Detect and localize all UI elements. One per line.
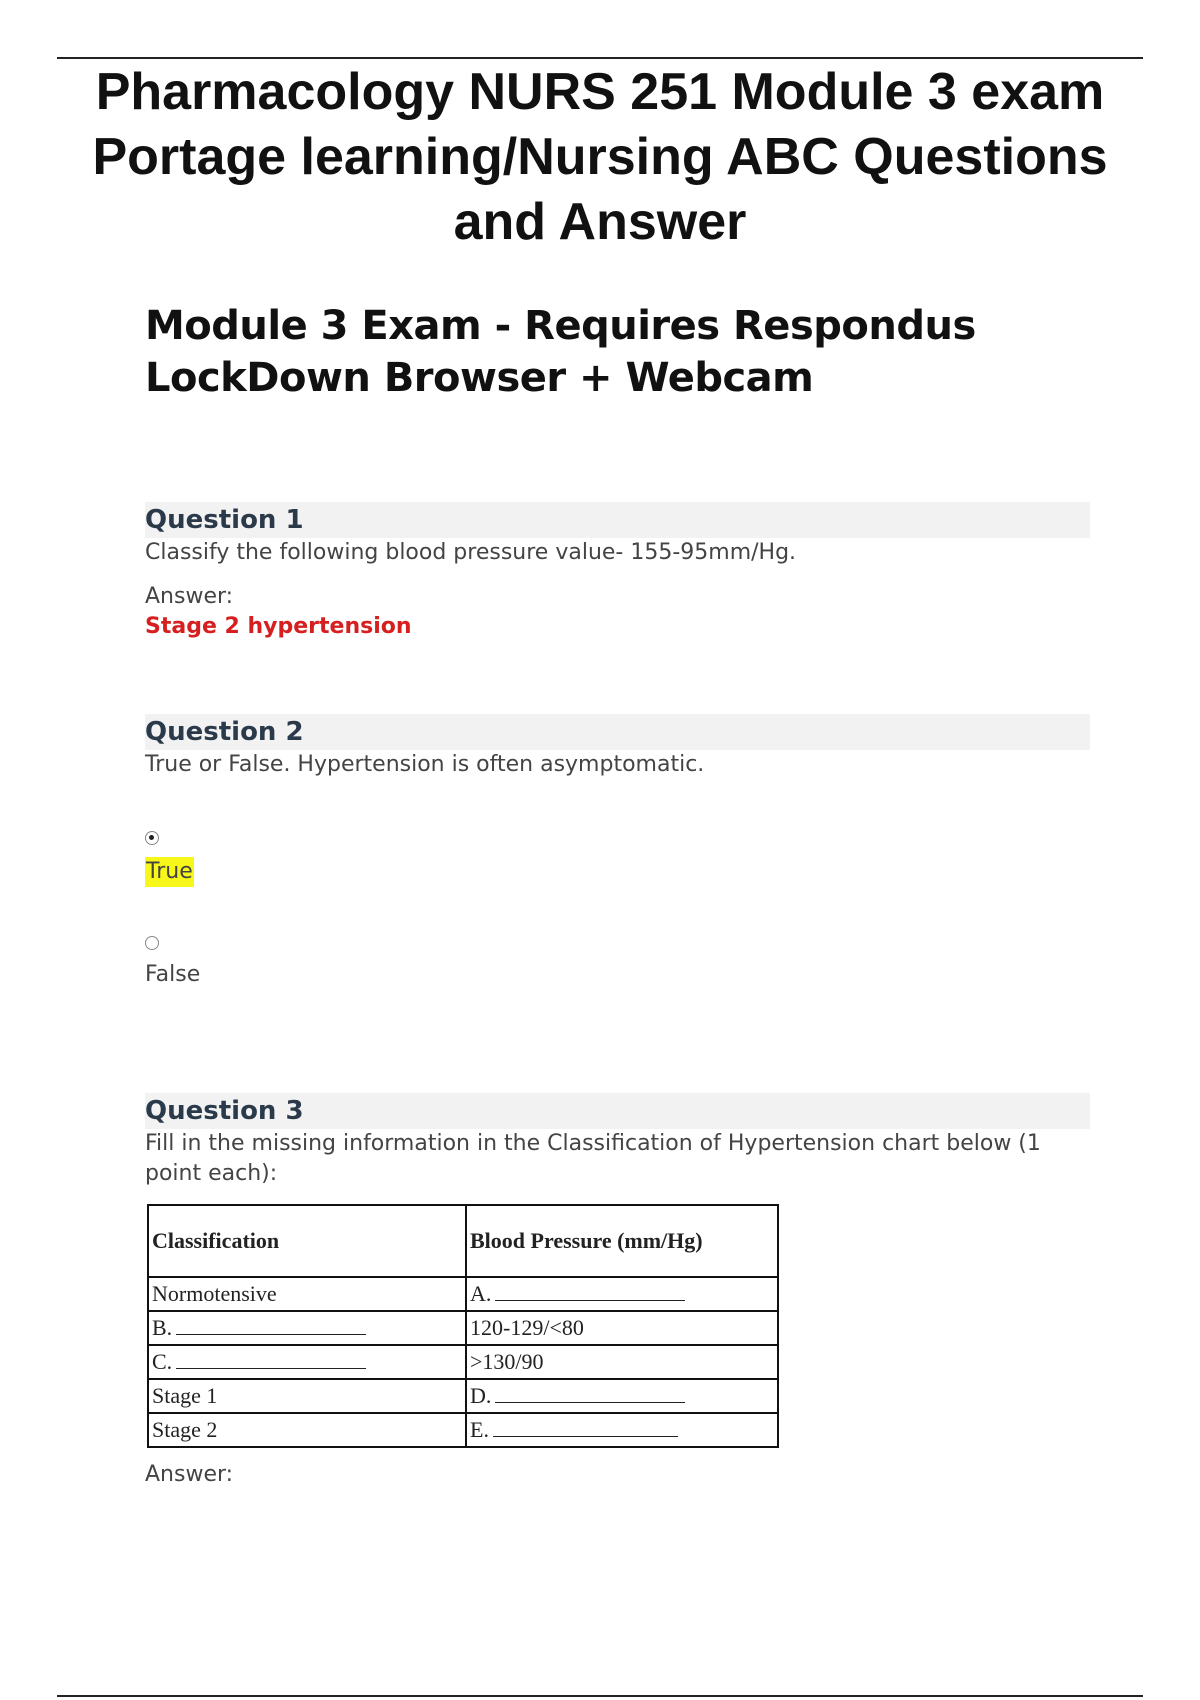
- radio-true[interactable]: [145, 831, 159, 845]
- table-cell: [148, 1345, 466, 1379]
- table-cell: [466, 1379, 778, 1413]
- fill-blank-b[interactable]: [176, 1316, 366, 1335]
- option-false[interactable]: [145, 936, 1090, 990]
- option-true[interactable]: [145, 831, 1090, 887]
- table-cell: [148, 1379, 466, 1413]
- question-2-text: True or False. Hypertension is often asymptomatic.: [145, 752, 705, 777]
- fill-blank-d[interactable]: [495, 1384, 685, 1403]
- question-2: [145, 714, 1090, 780]
- table-cell: [148, 1413, 466, 1447]
- cell-text: E.: [470, 1417, 489, 1442]
- question-3: [145, 1093, 1090, 1189]
- table-header-classification: Classification: [148, 1205, 466, 1277]
- table-cell: [148, 1311, 466, 1345]
- table-header-row: [148, 1205, 778, 1277]
- question-1-text: Classify the following blood pressure value- 155-95mm/Hg.: [145, 540, 797, 565]
- question-3-text: Fill in the missing information in the Classification of Hypertension chart below (1 point each):: [145, 1131, 1041, 1186]
- table-cell: [466, 1413, 778, 1447]
- exam-title: Module 3 Exam - Requires Respondus LockDown Browser + Webcam: [145, 303, 976, 401]
- fill-blank-e[interactable]: [493, 1418, 678, 1437]
- cell-text: D.: [470, 1383, 492, 1408]
- fill-blank-c[interactable]: [176, 1350, 366, 1369]
- cell-text: Normotensive: [152, 1281, 277, 1306]
- document-title: Pharmacology NURS 251 Module 3 exam Portage learning/Nursing ABC Questions and Answer: [92, 63, 1108, 251]
- question-1-header: Question 1: [145, 502, 1090, 538]
- table-cell: [466, 1311, 778, 1345]
- question-1-answer-label: Answer:: [145, 584, 234, 609]
- cell-text: Stage 2: [152, 1417, 218, 1442]
- cell-text: B.: [152, 1315, 173, 1340]
- cell-text: Stage 1: [152, 1383, 218, 1408]
- hypertension-classification-table: [147, 1204, 779, 1448]
- table-cell: [148, 1277, 466, 1311]
- table-header-blood-pressure: Blood Pressure (mm/Hg): [466, 1205, 778, 1277]
- table-row: [148, 1345, 778, 1379]
- cell-text: 120-129/<80: [470, 1315, 584, 1340]
- table-row: [148, 1277, 778, 1311]
- question-2-header: Question 2: [145, 714, 1090, 750]
- question-3-header: Question 3: [145, 1093, 1090, 1129]
- table-row: [148, 1311, 778, 1345]
- bottom-rule: [57, 1695, 1143, 1697]
- question-1-answer: Stage 2 hypertension: [145, 614, 412, 639]
- option-false-label: False: [145, 962, 201, 987]
- question-3-answer: [145, 1460, 1090, 1490]
- question-1: [145, 502, 1090, 642]
- top-rule: [57, 57, 1143, 59]
- table-row: [148, 1413, 778, 1447]
- table-cell: [466, 1345, 778, 1379]
- cell-text: C.: [152, 1349, 173, 1374]
- cell-text: >130/90: [470, 1349, 544, 1374]
- option-true-label: True: [145, 857, 194, 887]
- cell-text: A.: [470, 1281, 492, 1306]
- question-3-answer-label: Answer:: [145, 1462, 234, 1487]
- radio-false[interactable]: [145, 936, 159, 950]
- table-row: [148, 1379, 778, 1413]
- table-cell: [466, 1277, 778, 1311]
- fill-blank-a[interactable]: [495, 1282, 685, 1301]
